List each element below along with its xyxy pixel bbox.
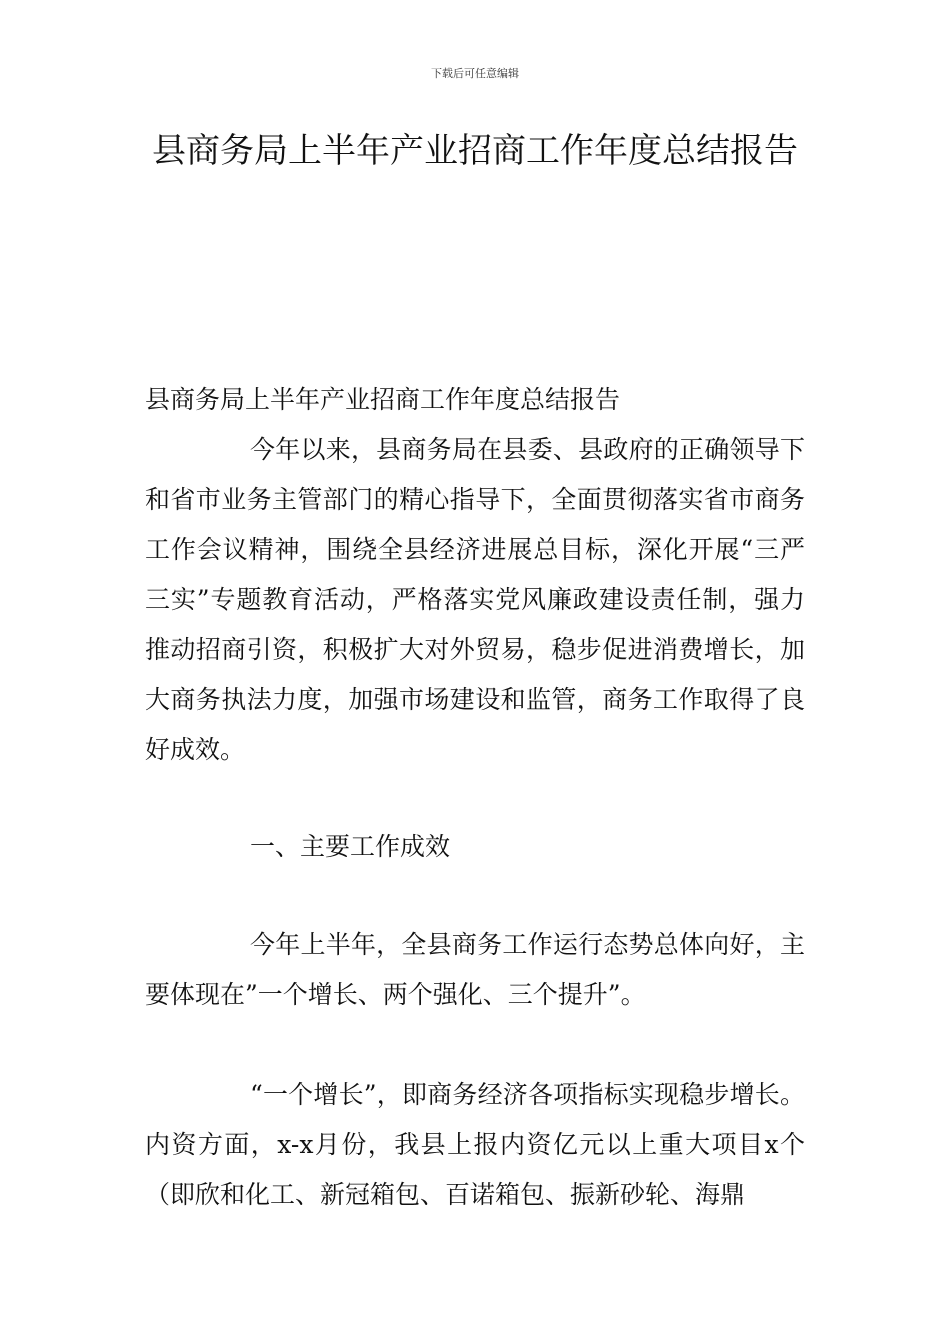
document-subtitle: 县商务局上半年产业招商工作年度总结报告: [145, 385, 621, 414]
paragraph-overview: 今年上半年，全县商务工作运行态势总体向好，主要体现在”一个增长、两个强化、三个提升”。: [145, 930, 805, 1009]
document-title: 县商务局上半年产业招商工作年度总结报告: [152, 131, 798, 171]
section-heading-main-achievements: 一、主要工作成效: [250, 832, 451, 861]
header-note: 下载后可任意编辑: [431, 67, 519, 80]
paragraph-one-growth: “一个增长”，即商务经济各项指标实现稳步增长。内资方面，x-x月份，我县上报内资亿元以上重大项目x个（即欣和化工、新冠箱包、百诺箱包、振新砂轮、海鼎: [145, 1080, 805, 1209]
paragraph-intro: 今年以来，县商务局在县委、县政府的正确领导下和省市业务主管部门的精心指导下，全面贯彻落实省市商务工作会议精神，围绕全县经济进展总目标，深化开展“三严三实”专题教育活动，严格落实党风廉政建设责任制，强力推动招商引资，积极扩大对外贸易，稳步促进消费增长，加大商务执法力度，加强市场建设和监管，商务工作取得了良好成效。: [145, 435, 805, 764]
